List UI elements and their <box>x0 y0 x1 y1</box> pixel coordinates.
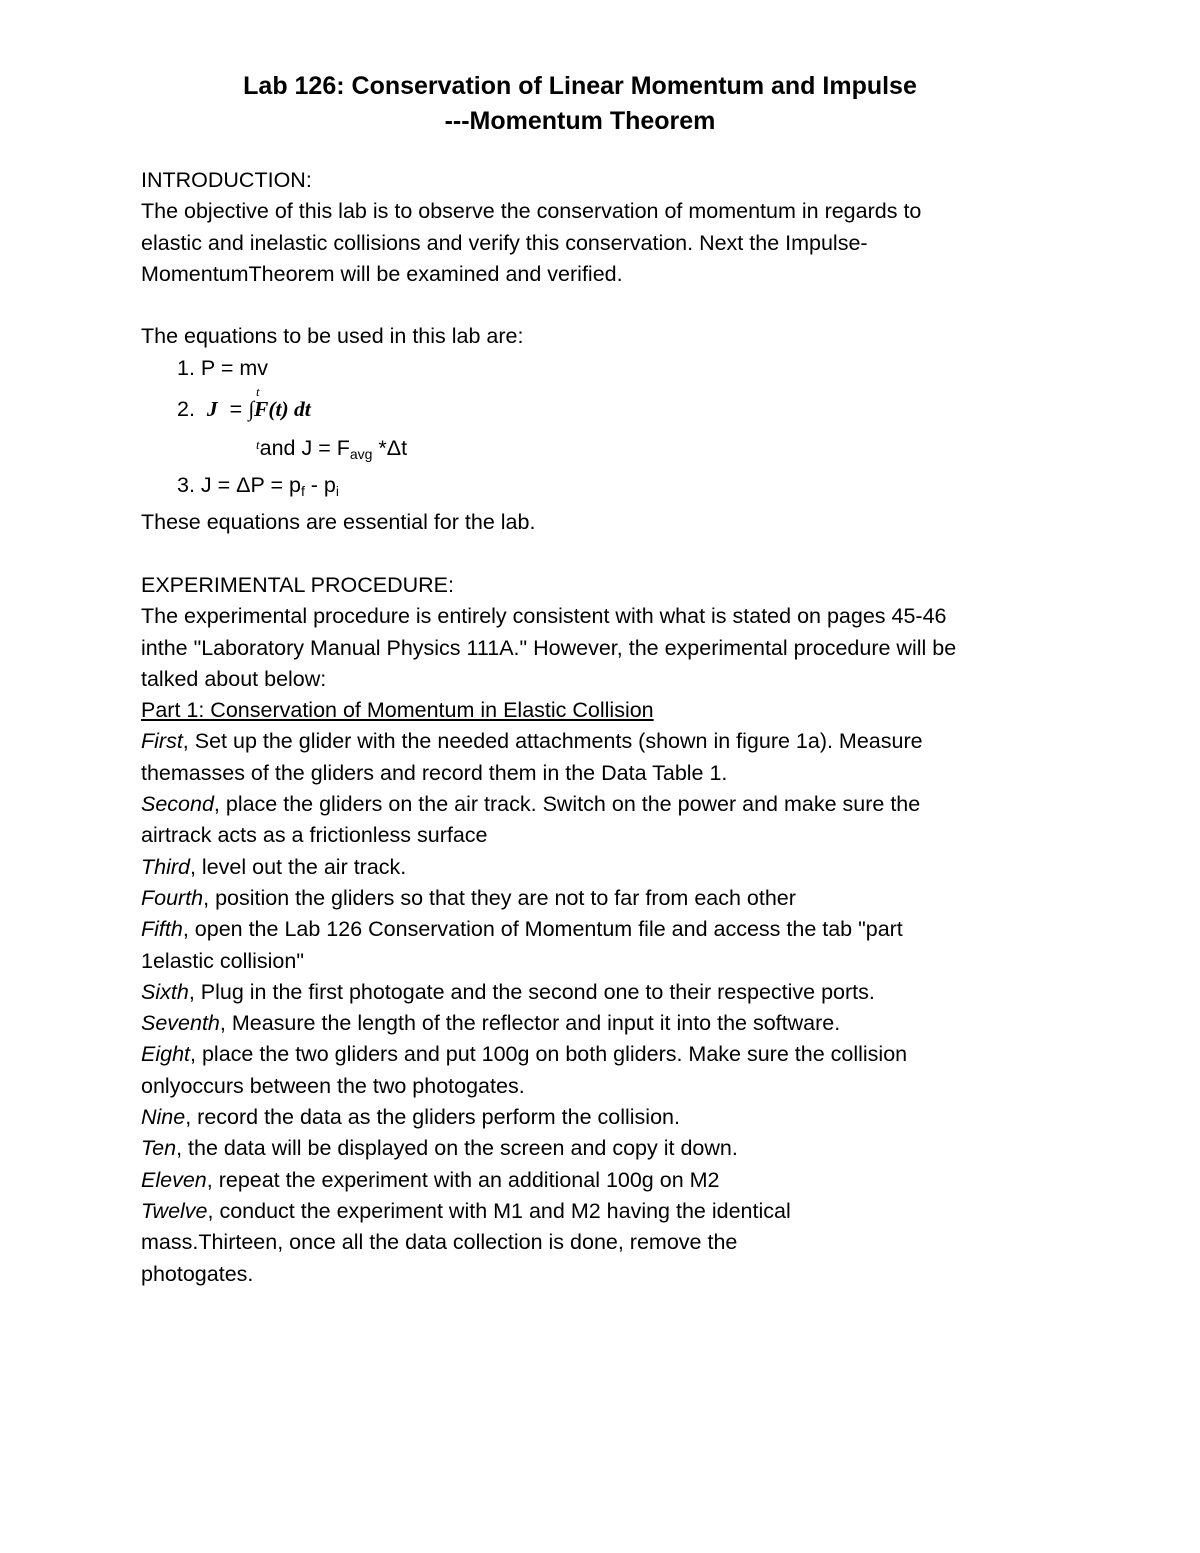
step-text: , Set up the glider with the needed attachments (shown in figure 1a). Measure <box>182 729 923 754</box>
step-text: onlyoccurs between the two photogates. <box>141 1073 525 1098</box>
impulse-symbol: J <box>206 397 218 422</box>
procedure-line-3: talked about below: <box>141 666 327 691</box>
step-keyword: Second <box>141 792 214 817</box>
step-keyword: Eleven <box>141 1167 207 1192</box>
initial-subscript: i <box>335 483 340 500</box>
equation-2-number: 2. <box>177 397 195 422</box>
step-keyword: Twelve <box>141 1198 208 1223</box>
step-text: 1elastic collision" <box>141 948 304 973</box>
step-text: , place the two gliders and put 100g on both gliders. Make sure the collision <box>190 1042 908 1067</box>
equation-2-delta-t: *Δt <box>372 436 408 461</box>
part-1-heading: Part 1: Conservation of Momentum in Elastic Collision <box>141 698 654 723</box>
procedure-step-line <box>141 1259 1061 1290</box>
procedure-step-line <box>141 1008 1061 1039</box>
procedure-step-line <box>141 1227 1061 1258</box>
equation-2-integral-row <box>177 394 311 425</box>
equation-2-average-row <box>256 429 407 470</box>
integral-lower-limit: t <box>256 437 260 453</box>
final-subscript: f <box>300 483 305 500</box>
equation-2 <box>141 384 1061 470</box>
procedure-step-line <box>141 946 1061 977</box>
step-keyword: First <box>141 729 183 754</box>
intro-paragraph-line-3: MomentumTheorem will be examined and verified. <box>141 261 623 286</box>
procedure-step-line <box>141 726 1061 757</box>
step-text: , Plug in the first photogate and the second one to their respective ports. <box>188 979 875 1004</box>
procedure-step-line <box>141 789 1061 820</box>
document-body <box>141 165 1061 1290</box>
procedure-line-1: The experimental procedure is entirely consistent with what is stated on pages 45-46 <box>141 604 947 629</box>
step-keyword: Eight <box>141 1042 191 1067</box>
step-text: , level out the air track. <box>189 854 407 879</box>
procedure-step-line <box>141 914 1061 945</box>
spacer <box>141 290 1061 321</box>
equations-intro: The equations to be used in this lab are: <box>141 324 524 349</box>
equation-3 <box>141 470 1061 507</box>
step-keyword: Seventh <box>141 1011 220 1036</box>
procedure-step-line <box>141 1071 1061 1102</box>
equals-sign: = <box>229 397 243 422</box>
title-line-1: Lab 126: Conservation of Linear Momentum and Impulse <box>243 72 917 100</box>
procedure-step-line <box>141 758 1061 789</box>
procedure-step-line <box>141 852 1061 883</box>
step-text: , record the data as the gliders perform the collision. <box>185 1105 680 1130</box>
step-text: , the data will be displayed on the screen and copy it down. <box>176 1136 738 1161</box>
step-text: , position the gliders so that they are not to far from each other <box>203 885 796 910</box>
intro-paragraph-line-2: elastic and inelastic collisions and verify this conservation. Next the Impulse- <box>141 230 868 255</box>
step-text: themasses of the gliders and record them in the Data Table 1. <box>141 760 728 785</box>
procedure-step-line <box>141 820 1061 851</box>
procedure-heading: EXPERIMENTAL PROCEDURE: <box>141 572 454 597</box>
intro-paragraph-line-1: The objective of this lab is to observe the conservation of momentum in regards to <box>141 199 922 224</box>
procedure-line-2: inthe "Laboratory Manual Physics 111A." However, the experimental procedure will be <box>141 635 957 660</box>
equation-1: 1. P = mv <box>177 355 269 380</box>
step-text: mass.Thirteen, once all the data collection is done, remove the <box>141 1230 738 1255</box>
equation-2-average: and J = F <box>259 436 350 461</box>
step-keyword: Nine <box>141 1105 186 1130</box>
procedure-step-line <box>141 1039 1061 1070</box>
procedure-step-line <box>141 883 1061 914</box>
step-text: , Measure the length of the reflector and input it into the software. <box>219 1011 841 1036</box>
step-text: , open the Lab 126 Conservation of Momentum file and access the tab "part <box>182 917 903 942</box>
spacer <box>141 539 1061 570</box>
integral-expression: ∫F(t) dt <box>248 397 311 422</box>
integral-upper-limit: t <box>256 384 260 400</box>
step-text: airtrack acts as a frictionless surface <box>141 823 488 848</box>
equation-3-part-a: 3. J = ΔP = p <box>177 473 301 498</box>
procedure-step-line <box>141 1133 1061 1164</box>
equation-3-part-b: - p <box>304 473 336 498</box>
title-line-2: ---Momentum Theorem <box>444 107 716 135</box>
step-text: photogates. <box>141 1261 254 1286</box>
equations-outro: These equations are essential for the lab. <box>141 510 536 535</box>
procedure-step-line <box>141 1102 1061 1133</box>
step-text: , place the gliders on the air track. Switch on the power and make sure the <box>213 792 921 817</box>
intro-heading: INTRODUCTION: <box>141 168 312 192</box>
step-keyword: Third <box>141 854 190 879</box>
procedure-step-line <box>141 977 1061 1008</box>
step-text: , conduct the experiment with M1 and M2 having the identical <box>207 1198 791 1223</box>
avg-subscript: avg <box>349 446 373 463</box>
step-keyword: Fifth <box>141 917 183 942</box>
step-keyword: Ten <box>141 1136 177 1161</box>
procedure-step-line <box>141 1196 1061 1227</box>
step-text: , repeat the experiment with an additional 100g on M2 <box>206 1167 720 1192</box>
procedure-step-line <box>141 1165 1061 1196</box>
procedure-steps <box>141 726 1061 1289</box>
step-keyword: Sixth <box>141 979 189 1004</box>
step-keyword: Fourth <box>141 885 204 910</box>
